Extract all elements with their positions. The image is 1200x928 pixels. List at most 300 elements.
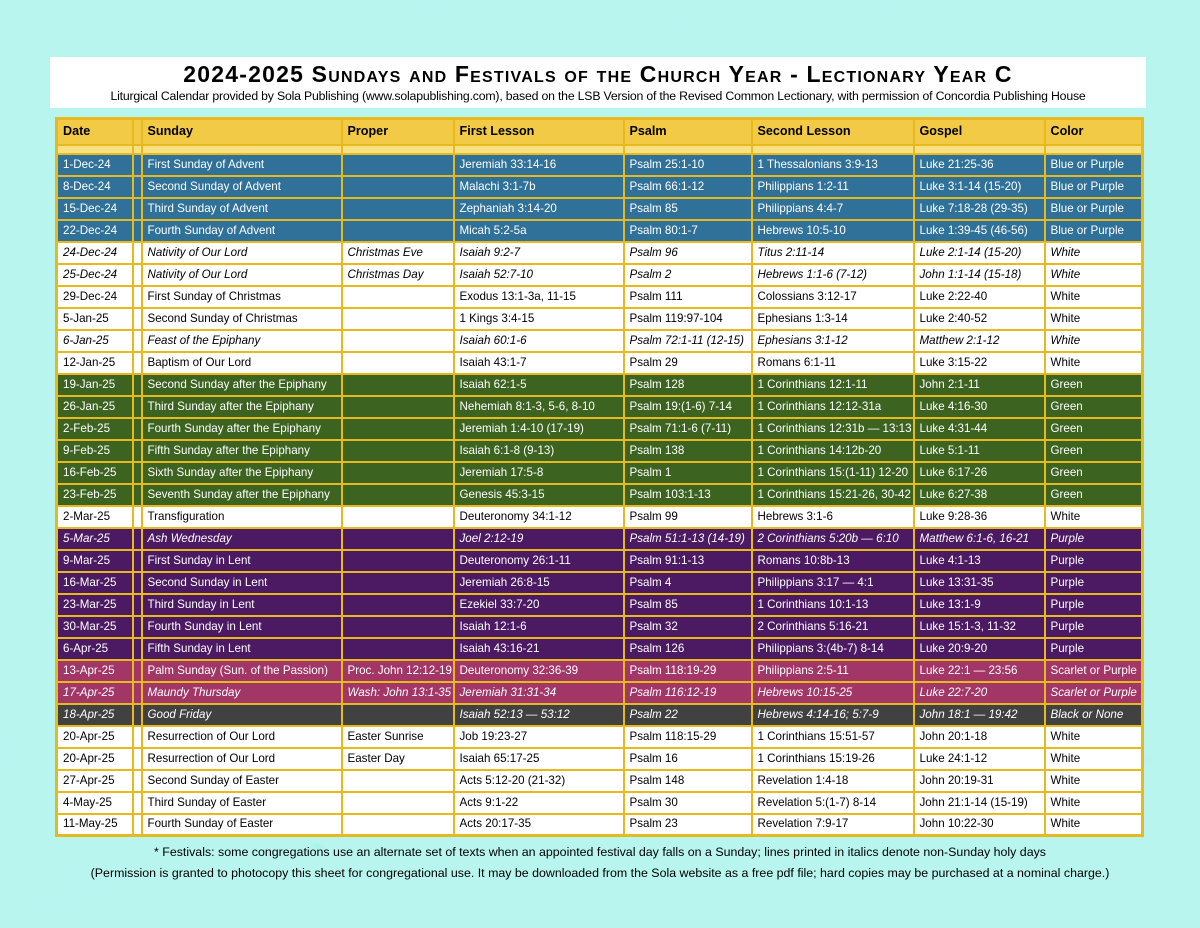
col-header-date: Date	[57, 119, 133, 145]
cell-gospel: Luke 22:7-20	[914, 682, 1045, 704]
cell-psalm: Psalm 22	[624, 704, 752, 726]
cell-second-lesson: 1 Corinthians 12:12-31a	[752, 396, 914, 418]
cell-sunday: Fourth Sunday of Easter	[142, 814, 342, 836]
calendar-row	[57, 506, 1143, 528]
cell-sunday: Nativity of Our Lord	[142, 264, 342, 286]
cell-first-lesson: Exodus 13:1-3a, 11-15	[454, 286, 624, 308]
cell-psalm: Psalm 96	[624, 242, 752, 264]
cell-proper	[342, 286, 454, 308]
cell-gospel: Luke 9:28-36	[914, 506, 1045, 528]
cell-first-lesson: Isaiah 62:1-5	[454, 374, 624, 396]
cell-date: 20-Apr-25	[57, 748, 133, 770]
cell-color: Scarlet or Purple	[1045, 682, 1143, 704]
cell-color: White	[1045, 792, 1143, 814]
calendar-row	[57, 286, 1143, 308]
cell-psalm: Psalm 66:1-12	[624, 176, 752, 198]
cell-date: 23-Mar-25	[57, 594, 133, 616]
cell-psalm: Psalm 138	[624, 440, 752, 462]
cell-color: Purple	[1045, 594, 1143, 616]
cell-gospel: Luke 6:17-26	[914, 462, 1045, 484]
cell-first-lesson: Isaiah 6:1-8 (9-13)	[454, 440, 624, 462]
cell-psalm: Psalm 51:1-13 (14-19)	[624, 528, 752, 550]
cell-color: Blue or Purple	[1045, 176, 1143, 198]
cell-proper	[342, 220, 454, 242]
cell-sunday: Ash Wednesday	[142, 528, 342, 550]
cell-second-lesson: 1 Corinthians 15:21-26, 30-42	[752, 484, 914, 506]
cell-spacer	[133, 726, 142, 748]
cell-psalm: Psalm 148	[624, 770, 752, 792]
cell-psalm: Psalm 99	[624, 506, 752, 528]
cell-spacer	[133, 462, 142, 484]
cell-psalm: Psalm 72:1-11 (12-15)	[624, 330, 752, 352]
cell-gospel: Luke 3:15-22	[914, 352, 1045, 374]
cell-color: Purple	[1045, 572, 1143, 594]
cell-date: 19-Jan-25	[57, 374, 133, 396]
cell-spacer	[133, 638, 142, 660]
cell-gospel: John 18:1 — 19:42	[914, 704, 1045, 726]
cell-proper	[342, 462, 454, 484]
cell-psalm: Psalm 80:1-7	[624, 220, 752, 242]
cell-color: White	[1045, 506, 1143, 528]
cell-second-lesson: Philippians 4:4-7	[752, 198, 914, 220]
cell-date: 27-Apr-25	[57, 770, 133, 792]
calendar-row	[57, 308, 1143, 330]
cell-date: 2-Feb-25	[57, 418, 133, 440]
cell-psalm: Psalm 118:15-29	[624, 726, 752, 748]
cell-date: 20-Apr-25	[57, 726, 133, 748]
cell-gospel: Luke 4:16-30	[914, 396, 1045, 418]
cell-date: 6-Apr-25	[57, 638, 133, 660]
cell-sunday: Third Sunday after the Epiphany	[142, 396, 342, 418]
col-header-proper: Proper	[342, 119, 454, 145]
cell-sunday: Transfiguration	[142, 506, 342, 528]
cell-color: Purple	[1045, 528, 1143, 550]
col-header-second-lesson: Second Lesson	[752, 119, 914, 145]
cell-color: Purple	[1045, 550, 1143, 572]
cell-first-lesson: Acts 9:1-22	[454, 792, 624, 814]
cell-psalm: Psalm 126	[624, 638, 752, 660]
cell-psalm: Psalm 118:19-29	[624, 660, 752, 682]
cell-proper	[342, 198, 454, 220]
cell-first-lesson: Jeremiah 17:5-8	[454, 462, 624, 484]
cell-spacer	[133, 308, 142, 330]
cell-psalm: Psalm 91:1-13	[624, 550, 752, 572]
cell-spacer	[133, 682, 142, 704]
calendar-row	[57, 660, 1143, 682]
cell-gospel: Luke 20:9-20	[914, 638, 1045, 660]
calendar-row	[57, 748, 1143, 770]
cell-proper: Proc. John 12:12-19	[342, 660, 454, 682]
calendar-row	[57, 616, 1143, 638]
cell-gospel: Luke 2:22-40	[914, 286, 1045, 308]
cell-date: 16-Mar-25	[57, 572, 133, 594]
header-strip-cell	[1045, 145, 1143, 154]
cell-gospel: Luke 22:1 — 23:56	[914, 660, 1045, 682]
calendar-row	[57, 682, 1143, 704]
cell-color: Green	[1045, 374, 1143, 396]
cell-second-lesson: Romans 6:1-11	[752, 352, 914, 374]
cell-spacer	[133, 660, 142, 682]
col-header-color: Color	[1045, 119, 1143, 145]
cell-sunday: First Sunday of Christmas	[142, 286, 342, 308]
cell-first-lesson: Isaiah 43:1-7	[454, 352, 624, 374]
cell-sunday: Maundy Thursday	[142, 682, 342, 704]
footnotes	[0, 845, 1200, 881]
cell-second-lesson: Philippians 3:(4b-7) 8-14	[752, 638, 914, 660]
cell-color: Purple	[1045, 638, 1143, 660]
calendar-row	[57, 242, 1143, 264]
cell-proper: Easter Sunrise	[342, 726, 454, 748]
cell-spacer	[133, 770, 142, 792]
cell-psalm: Psalm 103:1-13	[624, 484, 752, 506]
calendar-row	[57, 220, 1143, 242]
calendar-row	[57, 770, 1143, 792]
cell-date: 15-Dec-24	[57, 198, 133, 220]
cell-spacer	[133, 572, 142, 594]
cell-color: White	[1045, 264, 1143, 286]
cell-first-lesson: Genesis 45:3-15	[454, 484, 624, 506]
cell-second-lesson: 1 Corinthians 15:19-26	[752, 748, 914, 770]
header-strip-cell	[914, 145, 1045, 154]
cell-second-lesson: Hebrews 10:15-25	[752, 682, 914, 704]
cell-spacer	[133, 418, 142, 440]
cell-spacer	[133, 396, 142, 418]
cell-second-lesson: Philippians 3:17 — 4:1	[752, 572, 914, 594]
header-strip-cell	[342, 145, 454, 154]
cell-proper	[342, 396, 454, 418]
cell-psalm: Psalm 111	[624, 286, 752, 308]
col-header-gospel: Gospel	[914, 119, 1045, 145]
cell-proper	[342, 704, 454, 726]
cell-sunday: Good Friday	[142, 704, 342, 726]
cell-color: White	[1045, 242, 1143, 264]
cell-first-lesson: 1 Kings 3:4-15	[454, 308, 624, 330]
cell-first-lesson: Jeremiah 1:4-10 (17-19)	[454, 418, 624, 440]
calendar-row	[57, 792, 1143, 814]
cell-psalm: Psalm 1	[624, 462, 752, 484]
cell-first-lesson: Jeremiah 26:8-15	[454, 572, 624, 594]
cell-proper	[342, 814, 454, 836]
cell-date: 2-Mar-25	[57, 506, 133, 528]
cell-sunday: Fourth Sunday in Lent	[142, 616, 342, 638]
cell-spacer	[133, 704, 142, 726]
cell-spacer	[133, 792, 142, 814]
cell-date: 11-May-25	[57, 814, 133, 836]
calendar-row	[57, 154, 1143, 176]
cell-date: 25-Dec-24	[57, 264, 133, 286]
calendar-row	[57, 814, 1143, 836]
cell-proper	[342, 154, 454, 176]
cell-first-lesson: Joel 2:12-19	[454, 528, 624, 550]
cell-first-lesson: Isaiah 43:16-21	[454, 638, 624, 660]
cell-psalm: Psalm 116:12-19	[624, 682, 752, 704]
cell-date: 9-Mar-25	[57, 550, 133, 572]
cell-sunday: Third Sunday of Advent	[142, 198, 342, 220]
cell-color: Scarlet or Purple	[1045, 660, 1143, 682]
cell-psalm: Psalm 85	[624, 198, 752, 220]
cell-second-lesson: 1 Corinthians 12:31b — 13:13	[752, 418, 914, 440]
cell-gospel: John 20:19-31	[914, 770, 1045, 792]
cell-spacer	[133, 814, 142, 836]
cell-date: 8-Dec-24	[57, 176, 133, 198]
cell-spacer	[133, 594, 142, 616]
cell-psalm: Psalm 29	[624, 352, 752, 374]
cell-spacer	[133, 176, 142, 198]
calendar-row	[57, 418, 1143, 440]
cell-proper	[342, 330, 454, 352]
cell-color: White	[1045, 814, 1143, 836]
cell-second-lesson: 1 Corinthians 12:1-11	[752, 374, 914, 396]
cell-sunday: Second Sunday of Advent	[142, 176, 342, 198]
cell-sunday: Resurrection of Our Lord	[142, 726, 342, 748]
cell-second-lesson: Revelation 5:(1-7) 8-14	[752, 792, 914, 814]
cell-gospel: John 21:1-14 (15-19)	[914, 792, 1045, 814]
header-strip-cell	[57, 145, 133, 154]
calendar-row	[57, 396, 1143, 418]
cell-gospel: Luke 13:31-35	[914, 572, 1045, 594]
footnote-permission: (Permission is granted to photocopy this sheet for congregational use. It may be downloaded from the Sola website as a free pdf file; hard copies may be purchased at a nominal charge.)	[90, 866, 1110, 880]
header-strip-cell	[133, 145, 142, 154]
cell-second-lesson: Hebrews 4:14-16; 5:7-9	[752, 704, 914, 726]
cell-gospel: Luke 21:25-36	[914, 154, 1045, 176]
title-band	[50, 57, 1146, 108]
col-header-psalm: Psalm	[624, 119, 752, 145]
page-subtitle: Liturgical Calendar provided by Sola Publishing (www.solapublishing.com), based on the LSB Version of the Revised Common Lectionary, with permission of Concordia Publishing House	[110, 89, 1086, 103]
cell-proper	[342, 528, 454, 550]
cell-spacer	[133, 220, 142, 242]
cell-date: 4-May-25	[57, 792, 133, 814]
cell-gospel: Luke 6:27-38	[914, 484, 1045, 506]
header-strip-cell	[624, 145, 752, 154]
cell-color: Green	[1045, 440, 1143, 462]
cell-sunday: Palm Sunday (Sun. of the Passion)	[142, 660, 342, 682]
cell-proper	[342, 792, 454, 814]
cell-sunday: Third Sunday of Easter	[142, 792, 342, 814]
cell-second-lesson: 1 Corinthians 15:51-57	[752, 726, 914, 748]
cell-date: 24-Dec-24	[57, 242, 133, 264]
cell-first-lesson: Isaiah 9:2-7	[454, 242, 624, 264]
cell-first-lesson: Isaiah 52:7-10	[454, 264, 624, 286]
cell-first-lesson: Job 19:23-27	[454, 726, 624, 748]
cell-color: Blue or Purple	[1045, 198, 1143, 220]
cell-color: Green	[1045, 462, 1143, 484]
cell-proper	[342, 506, 454, 528]
cell-second-lesson: Hebrews 1:1-6 (7-12)	[752, 264, 914, 286]
cell-date: 12-Jan-25	[57, 352, 133, 374]
cell-gospel: John 20:1-18	[914, 726, 1045, 748]
cell-color: Green	[1045, 396, 1143, 418]
cell-gospel: Matthew 2:1-12	[914, 330, 1045, 352]
cell-first-lesson: Zephaniah 3:14-20	[454, 198, 624, 220]
cell-date: 6-Jan-25	[57, 330, 133, 352]
footnote-festivals: * Festivals: some congregations use an alternate set of texts when an appointed festival day falls on a Sunday; lines printed in italics denote non-Sunday holy days	[154, 845, 1046, 859]
cell-second-lesson: 2 Corinthians 5:20b — 6:10	[752, 528, 914, 550]
cell-sunday: Seventh Sunday after the Epiphany	[142, 484, 342, 506]
cell-first-lesson: Acts 20:17-35	[454, 814, 624, 836]
calendar-row	[57, 176, 1143, 198]
cell-second-lesson: Romans 10:8b-13	[752, 550, 914, 572]
cell-sunday: Baptism of Our Lord	[142, 352, 342, 374]
cell-sunday: First Sunday in Lent	[142, 550, 342, 572]
cell-color: White	[1045, 286, 1143, 308]
cell-first-lesson: Acts 5:12-20 (21-32)	[454, 770, 624, 792]
calendar-row	[57, 726, 1143, 748]
cell-date: 23-Feb-25	[57, 484, 133, 506]
cell-spacer	[133, 484, 142, 506]
cell-date: 5-Jan-25	[57, 308, 133, 330]
cell-first-lesson: Isaiah 60:1-6	[454, 330, 624, 352]
cell-proper: Wash: John 13:1-35	[342, 682, 454, 704]
cell-spacer	[133, 528, 142, 550]
cell-date: 17-Apr-25	[57, 682, 133, 704]
header-row	[57, 119, 1143, 145]
cell-second-lesson: 2 Corinthians 5:16-21	[752, 616, 914, 638]
cell-second-lesson: Ephesians 1:3-14	[752, 308, 914, 330]
cell-proper	[342, 440, 454, 462]
cell-color: White	[1045, 352, 1143, 374]
header-strip-row	[57, 145, 1143, 154]
cell-spacer	[133, 242, 142, 264]
cell-psalm: Psalm 19:(1-6) 7-14	[624, 396, 752, 418]
cell-spacer	[133, 154, 142, 176]
cell-color: Blue or Purple	[1045, 220, 1143, 242]
cell-color: Green	[1045, 484, 1143, 506]
cell-second-lesson: 1 Corinthians 14:12b-20	[752, 440, 914, 462]
cell-first-lesson: Jeremiah 31:31-34	[454, 682, 624, 704]
cell-first-lesson: Nehemiah 8:1-3, 5-6, 8-10	[454, 396, 624, 418]
cell-date: 30-Mar-25	[57, 616, 133, 638]
calendar-row	[57, 550, 1143, 572]
cell-gospel: John 10:22-30	[914, 814, 1045, 836]
cell-color: White	[1045, 308, 1143, 330]
calendar-row	[57, 484, 1143, 506]
cell-second-lesson: 1 Corinthians 10:1-13	[752, 594, 914, 616]
cell-sunday: First Sunday of Advent	[142, 154, 342, 176]
cell-psalm: Psalm 25:1-10	[624, 154, 752, 176]
cell-proper	[342, 572, 454, 594]
cell-first-lesson: Isaiah 65:17-25	[454, 748, 624, 770]
cell-sunday: Second Sunday after the Epiphany	[142, 374, 342, 396]
header-strip-cell	[142, 145, 342, 154]
cell-proper: Christmas Day	[342, 264, 454, 286]
calendar-row	[57, 198, 1143, 220]
calendar-row	[57, 462, 1143, 484]
cell-sunday: Second Sunday of Christmas	[142, 308, 342, 330]
cell-date: 9-Feb-25	[57, 440, 133, 462]
cell-first-lesson: Deuteronomy 26:1-11	[454, 550, 624, 572]
cell-psalm: Psalm 4	[624, 572, 752, 594]
cell-color: Blue or Purple	[1045, 154, 1143, 176]
cell-gospel: Luke 4:1-13	[914, 550, 1045, 572]
calendar-row	[57, 374, 1143, 396]
cell-spacer	[133, 352, 142, 374]
calendar-row	[57, 704, 1143, 726]
page-title: 2024-2025 Sundays and Festivals of the Church Year - Lectionary Year C	[183, 61, 1013, 87]
cell-gospel: Luke 5:1-11	[914, 440, 1045, 462]
cell-psalm: Psalm 2	[624, 264, 752, 286]
calendar-row	[57, 594, 1143, 616]
cell-sunday: Fourth Sunday after the Epiphany	[142, 418, 342, 440]
cell-sunday: Nativity of Our Lord	[142, 242, 342, 264]
cell-psalm: Psalm 23	[624, 814, 752, 836]
cell-date: 26-Jan-25	[57, 396, 133, 418]
cell-color: White	[1045, 770, 1143, 792]
cell-gospel: Luke 2:40-52	[914, 308, 1045, 330]
cell-psalm: Psalm 30	[624, 792, 752, 814]
cell-gospel: Matthew 6:1-6, 16-21	[914, 528, 1045, 550]
cell-spacer	[133, 506, 142, 528]
cell-date: 16-Feb-25	[57, 462, 133, 484]
cell-sunday: Second Sunday in Lent	[142, 572, 342, 594]
cell-date: 29-Dec-24	[57, 286, 133, 308]
cell-proper	[342, 484, 454, 506]
calendar-row	[57, 264, 1143, 286]
cell-second-lesson: Philippians 1:2-11	[752, 176, 914, 198]
cell-spacer	[133, 286, 142, 308]
lectionary-table	[55, 117, 1144, 837]
cell-spacer	[133, 198, 142, 220]
cell-gospel: John 2:1-11	[914, 374, 1045, 396]
cell-second-lesson: Ephesians 3:1-12	[752, 330, 914, 352]
cell-spacer	[133, 264, 142, 286]
cell-first-lesson: Isaiah 52:13 — 53:12	[454, 704, 624, 726]
calendar-row	[57, 440, 1143, 462]
cell-proper	[342, 176, 454, 198]
cell-gospel: Luke 24:1-12	[914, 748, 1045, 770]
cell-gospel: Luke 3:1-14 (15-20)	[914, 176, 1045, 198]
cell-proper	[342, 418, 454, 440]
cell-color: White	[1045, 726, 1143, 748]
cell-date: 22-Dec-24	[57, 220, 133, 242]
cell-gospel: Luke 4:31-44	[914, 418, 1045, 440]
cell-first-lesson: Ezekiel 33:7-20	[454, 594, 624, 616]
cell-proper	[342, 616, 454, 638]
cell-date: 18-Apr-25	[57, 704, 133, 726]
cell-psalm: Psalm 32	[624, 616, 752, 638]
col-header-sunday: Sunday	[142, 119, 342, 145]
cell-first-lesson: Jeremiah 33:14-16	[454, 154, 624, 176]
cell-color: Green	[1045, 418, 1143, 440]
cell-date: 5-Mar-25	[57, 528, 133, 550]
cell-second-lesson: Hebrews 10:5-10	[752, 220, 914, 242]
cell-proper	[342, 374, 454, 396]
cell-color: Black or None	[1045, 704, 1143, 726]
cell-second-lesson: 1 Thessalonians 3:9-13	[752, 154, 914, 176]
cell-sunday: Third Sunday in Lent	[142, 594, 342, 616]
cell-proper: Christmas Eve	[342, 242, 454, 264]
cell-psalm: Psalm 16	[624, 748, 752, 770]
cell-proper	[342, 550, 454, 572]
cell-proper	[342, 352, 454, 374]
cell-proper	[342, 308, 454, 330]
cell-sunday: Second Sunday of Easter	[142, 770, 342, 792]
cell-proper: Easter Day	[342, 748, 454, 770]
cell-gospel: John 1:1-14 (15-18)	[914, 264, 1045, 286]
cell-sunday: Fifth Sunday in Lent	[142, 638, 342, 660]
cell-sunday: Sixth Sunday after the Epiphany	[142, 462, 342, 484]
cell-proper	[342, 770, 454, 792]
cell-second-lesson: Colossians 3:12-17	[752, 286, 914, 308]
cell-second-lesson: Revelation 7:9-17	[752, 814, 914, 836]
cell-first-lesson: Isaiah 12:1-6	[454, 616, 624, 638]
cell-second-lesson: Revelation 1:4-18	[752, 770, 914, 792]
calendar-row	[57, 330, 1143, 352]
header-strip-cell	[752, 145, 914, 154]
cell-psalm: Psalm 119:97-104	[624, 308, 752, 330]
cell-sunday: Resurrection of Our Lord	[142, 748, 342, 770]
cell-spacer	[133, 374, 142, 396]
cell-spacer	[133, 440, 142, 462]
